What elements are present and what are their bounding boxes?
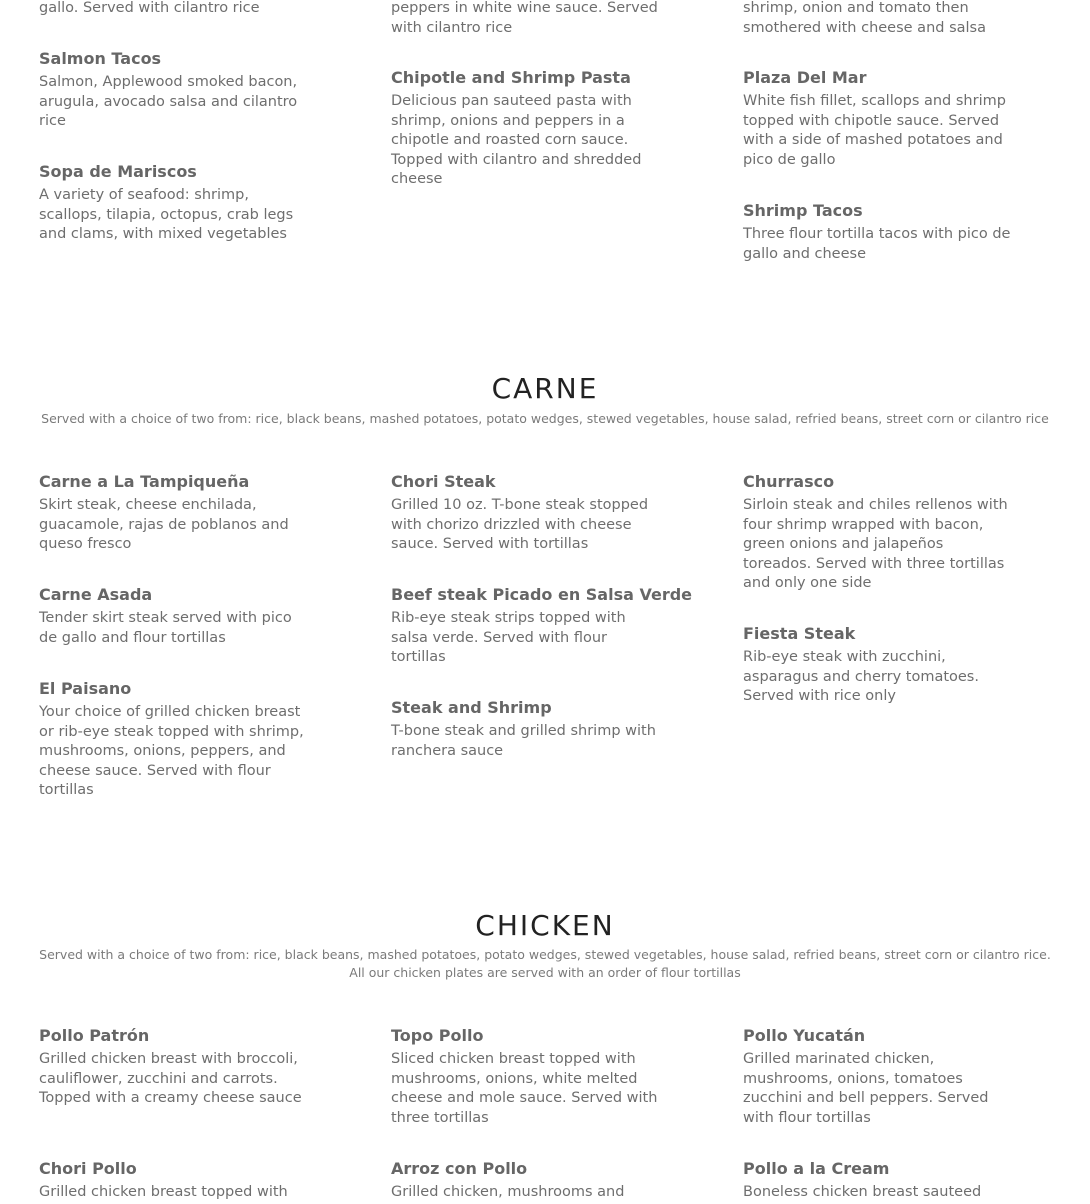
menu-item [743,624,1013,707]
menu-item [391,698,661,761]
item-name: Steak and Shrimp [391,698,552,717]
item-name: Plaza Del Mar [743,68,867,87]
menu-item [743,472,1013,594]
item-description: Salmon, Applewood smoked bacon, arugula, avocado salsa and cilantro rice [39,74,298,129]
item-name: Salmon Tacos [39,49,162,68]
menu-item [391,1026,661,1128]
item-name: Pollo Patrón [39,1026,150,1045]
item-name: Pollo a la Cream [743,1159,890,1178]
menu-item [39,49,309,132]
section-title-carne: CARNE [491,372,599,405]
item-description: Grilled chicken breast with broccoli, cauliflower, zucchini and carrots. Topped with a creamy cheese sauce [39,1051,302,1106]
menu-item [391,1159,661,1203]
item-description: peppers in white wine sauce. Served with cilantro rice [391,0,658,36]
menu-item [39,679,309,801]
menu-item [743,1026,1013,1128]
item-name: Churrasco [743,472,835,491]
menu-item [39,1026,309,1109]
item-name: Pollo Yucatán [743,1026,866,1045]
item-name: Carne a La Tampiqueña [39,472,250,491]
menu-item [39,1159,309,1203]
section-note: Served with a choice of two from: rice, black beans, mashed potatoes, potato wedges, stewed vegetables, house salad, refried beans, street corn or cilantro rice [41,411,1049,426]
item-name: Chori Pollo [39,1159,137,1178]
item-description: Skirt steak, cheese enchilada, guacamole, rajas de poblanos and queso fresco [39,497,289,552]
item-description: A variety of seafood: shrimp, scallops, tilapia, octopus, crab legs and clams, with mixed vegetables [39,187,294,242]
menu-item [391,585,693,668]
section-note: Served with a choice of two from: rice, black beans, mashed potatoes, potato wedges, stewed vegetables, house salad, refried beans, street corn or cilantro rice. [39,947,1051,962]
section-note-secondary: All our chicken plates are served with an order of flour tortillas [349,965,741,980]
menu-item [743,1159,1013,1203]
item-description: Grilled 10 oz. T-bone steak stopped with chorizo drizzled with cheese sauce. Served with tortillas [391,497,649,552]
item-name: Topo Pollo [391,1026,484,1045]
item-description: Grilled chicken, mushrooms and [391,1184,625,1200]
item-name: Carne Asada [39,585,153,604]
item-name: Beef steak Picado en Salsa Verde [391,585,693,604]
item-description: Boneless chicken breast sauteed [743,1184,982,1200]
item-name: Fiesta Steak [743,624,856,643]
menu-item [39,162,309,245]
item-description: Sliced chicken breast topped with mushrooms, onions, white melted cheese and mole sauce. Served with three tortillas [391,1051,658,1126]
item-description: Tender skirt steak served with pico de gallo and flour tortillas [39,610,292,646]
menu-item [391,68,661,190]
item-description: T-bone steak and grilled shrimp with ranchera sauce [391,723,656,759]
menu-item [39,472,309,555]
item-description: Rib-eye steak strips topped with salsa verde. Served with flour tortillas [391,610,626,665]
item-description: Sirloin steak and chiles rellenos with four shrimp wrapped with bacon, green onions and jalapeños toreados. Served with three tortillas and only one side [743,497,1008,591]
menu-item [391,472,661,555]
item-description: shrimp, onion and tomato then smothered with cheese and salsa [743,0,986,36]
menu-item [743,201,1013,264]
item-description: Three flour tortilla tacos with pico de gallo and cheese [743,226,1011,262]
menu-item [743,68,1013,170]
item-description: Delicious pan sauteed pasta with shrimp, onions and peppers in a chipotle and roasted corn sauce. Topped with cilantro and shredded cheese [391,93,642,187]
menu-item-partial [743,0,1013,38]
item-name: Chori Steak [391,472,496,491]
item-name: Arroz con Pollo [391,1159,528,1178]
menu-item-partial [391,0,661,38]
item-description: Rib-eye steak with zucchini, asparagus and cherry tomatoes. Served with rice only [743,649,979,704]
item-description: White fish fillet, scallops and shrimp topped with chipotle sauce. Served with a side of mashed potatoes and pico de gallo [743,93,1006,168]
item-name: Sopa de Mariscos [39,162,197,181]
menu-item-partial [39,0,309,19]
item-name: El Paisano [39,679,132,698]
menu-item [39,585,309,648]
item-name: Chipotle and Shrimp Pasta [391,68,631,87]
item-description: Grilled marinated chicken, mushrooms, onions, tomatoes zucchini and bell peppers. Served with flour tortillas [743,1051,989,1126]
item-name: Shrimp Tacos [743,201,863,220]
section-title-chicken: CHICKEN [475,909,615,942]
item-description: Your choice of grilled chicken breast or rib-eye steak topped with shrimp, mushrooms, onions, peppers, and cheese sauce. Served with flour tortillas [39,704,304,798]
item-description: gallo. Served with cilantro rice [39,0,260,16]
item-description: Grilled chicken breast topped with [39,1184,288,1200]
